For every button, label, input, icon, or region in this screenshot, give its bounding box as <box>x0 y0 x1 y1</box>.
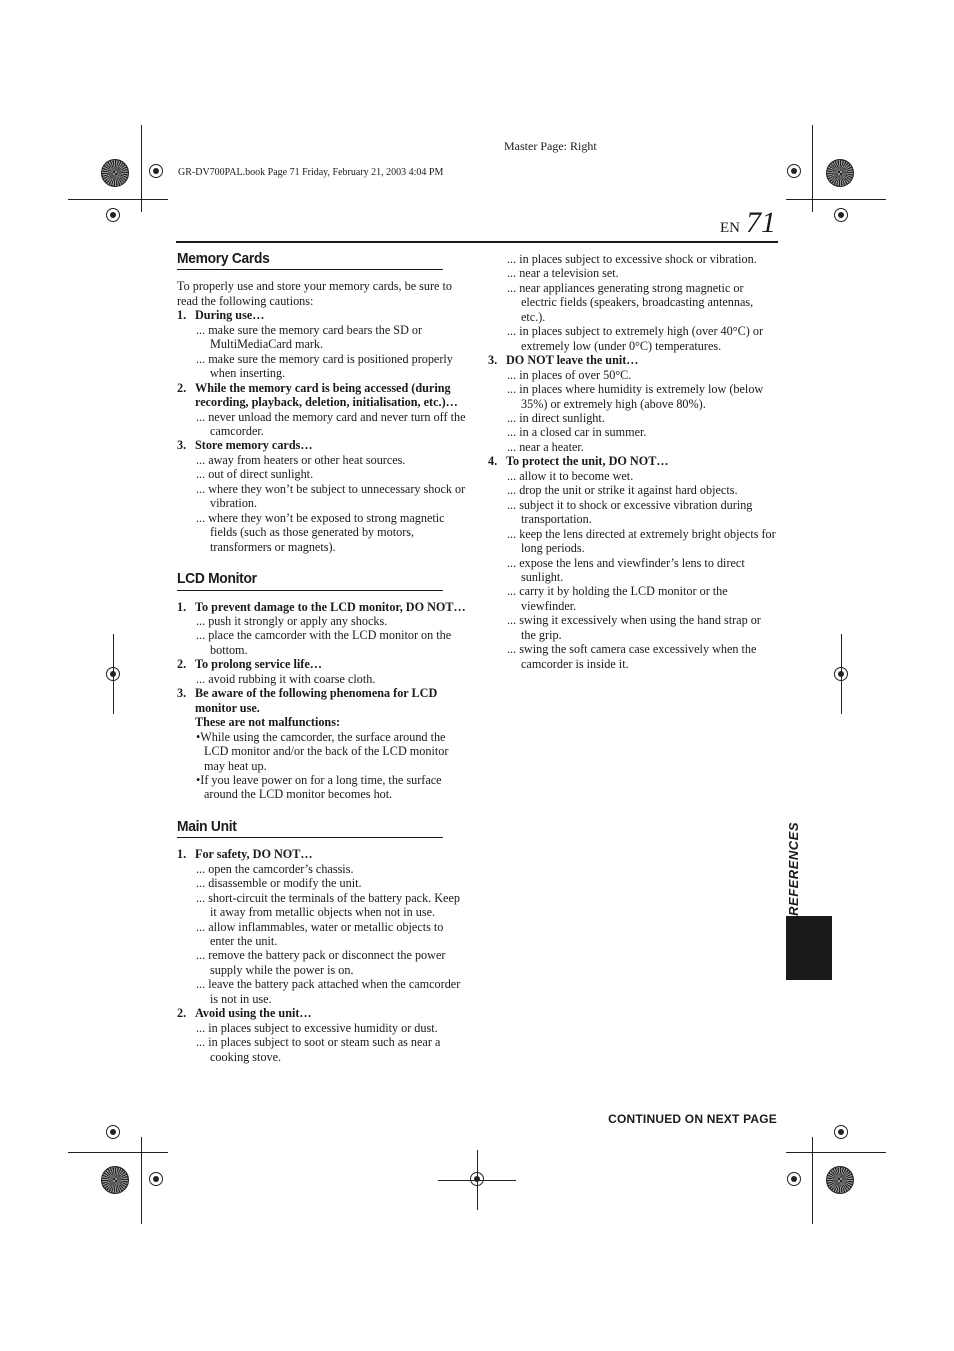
item-heading-text: For safety, DO NOT… <box>195 847 313 862</box>
item-number: 3. <box>177 686 187 701</box>
item-heading <box>177 308 466 322</box>
registration-mark-icon <box>784 161 804 181</box>
right-column <box>488 252 778 671</box>
sub-item: ... allow inflammables, water or metallic objects to enter the unit. <box>196 919 444 949</box>
list-item <box>177 657 466 686</box>
sub-heading: These are not malfunctions: <box>195 715 341 730</box>
section-title: Memory Cards <box>177 252 443 270</box>
sub-item: ... near a television set. <box>507 266 619 281</box>
sub-item: ... in places subject to excessive humidity or dust. <box>196 1020 438 1035</box>
sub-item: ... in places subject to soot or steam such as near a cooking stove. <box>196 1035 441 1064</box>
sub-item: ... away from heaters or other heat sources. <box>196 452 406 467</box>
item-number: 2. <box>177 380 187 395</box>
list-item <box>177 438 466 554</box>
sub-item: ... push it strongly or apply any shocks. <box>196 613 388 628</box>
item-number: 3. <box>488 353 498 368</box>
sub-item: ... remove the battery pack or disconnect the power supply while the power is on. <box>196 948 446 977</box>
color-rosette-icon <box>101 159 129 187</box>
sub-item: ... keep the lens directed at extremely bright objects for long periods. <box>507 526 776 556</box>
sub-item: ... drop the unit or strike it against hard objects. <box>507 483 738 498</box>
sub-item: ... in places of over 50°C. <box>507 367 632 382</box>
sub-item: ... short-circuit the terminals of the battery pack. Keep it away from metallic objects when not in use. <box>196 890 460 920</box>
sub-item: ... avoid rubbing it with coarse cloth. <box>196 671 376 686</box>
sub-item: ... open the camcorder’s chassis. <box>196 861 354 876</box>
item-heading-text: To protect the unit, DO NOT… <box>506 454 669 469</box>
item-number: 4. <box>488 454 498 469</box>
item-heading <box>177 381 466 410</box>
item-number: 1. <box>177 599 187 614</box>
bullet-item: •If you leave power on for a long time, the surface around the LCD monitor becomes hot. <box>196 772 442 802</box>
registration-mark-icon <box>103 205 123 225</box>
sub-item: ... subject it to shock or excessive vibration during transportation. <box>507 497 753 527</box>
item-heading <box>488 353 778 367</box>
color-rosette-icon <box>101 1166 129 1194</box>
side-tab-label: REFERENCES <box>786 822 801 916</box>
list-item <box>177 381 466 439</box>
item-heading-text: While the memory card is being accessed (during recording, playback, deletion, initialisation, etc.)… <box>195 380 458 410</box>
page-number-value: 71 <box>746 206 776 239</box>
sub-item: ... in places subject to excessive shock or vibration. <box>507 252 757 266</box>
registration-mark-icon <box>831 1122 851 1142</box>
sub-item: ... disassemble or modify the unit. <box>196 876 362 891</box>
item-number: 2. <box>177 657 187 672</box>
continued-label: CONTINUED ON NEXT PAGE <box>608 1112 777 1126</box>
sub-item: ... in direct sunlight. <box>507 410 605 425</box>
section-memory-cards <box>177 252 466 554</box>
list-item <box>177 847 466 1006</box>
sub-item: ... carry it by holding the LCD monitor or the viewfinder. <box>507 584 728 613</box>
section-title: Main Unit <box>177 820 443 838</box>
left-column <box>177 252 466 1080</box>
sub-item: ... in places where humidity is extremely low (below 35%) or extremely high (above 80%). <box>507 382 764 411</box>
book-info: GR-DV700PAL.book Page 71 Friday, February 21, 2003 4:04 PM <box>178 167 444 178</box>
item-heading-text: To prolong service life… <box>195 657 322 672</box>
item-heading-text: DO NOT leave the unit… <box>506 353 639 368</box>
item-number: 1. <box>177 308 187 323</box>
header-rule <box>176 241 778 243</box>
sub-item: ... swing it excessively when using the hand strap or the grip. <box>507 613 761 642</box>
page-number <box>720 206 776 240</box>
item-heading <box>177 847 466 861</box>
sub-item: ... make sure the memory card bears the SD or MultiMediaCard mark. <box>196 322 423 352</box>
language-label: EN <box>720 220 740 236</box>
sub-item: ... place the camcorder with the LCD monitor on the bottom. <box>196 628 452 657</box>
item-heading <box>177 1006 466 1020</box>
list-item <box>177 600 466 658</box>
registration-mark-icon <box>467 1169 487 1189</box>
sub-item: ... make sure the memory card is positioned properly when inserting. <box>196 351 453 381</box>
sub-item: ... never unload the memory card and never turn off the camcorder. <box>196 409 466 438</box>
side-tab-block <box>786 916 832 980</box>
sub-item: ... near a heater. <box>507 439 584 454</box>
sub-item: ... near appliances generating strong magnetic or electric fields (speakers, broadcasting antennas, etc.). <box>507 280 754 324</box>
section-title: LCD Monitor <box>177 572 443 590</box>
list-item <box>488 454 778 671</box>
item-heading-text: Avoid using the unit… <box>195 1006 312 1021</box>
item-heading <box>488 454 778 468</box>
sub-item: ... in places subject to extremely high (over 40°C) or extremely low (under 0°C) temperatures. <box>507 324 764 353</box>
list-item <box>177 686 466 802</box>
item-number: 2. <box>177 1006 187 1021</box>
section-lcd-monitor <box>177 572 466 802</box>
registration-mark-icon <box>103 664 123 684</box>
registration-mark-icon <box>103 1122 123 1142</box>
sub-item: ... out of direct sunlight. <box>196 467 314 482</box>
color-rosette-icon <box>826 159 854 187</box>
list-item <box>488 353 778 454</box>
bullet-item: •While using the camcorder, the surface around the LCD monitor and/or the back of the LCD monitor may heat up. <box>196 729 449 773</box>
item-heading-text: To prevent damage to the LCD monitor, DO NOT… <box>195 599 466 614</box>
item-heading-text: Be aware of the following phenomena for LCD monitor use. <box>195 686 438 715</box>
sub-item: ... expose the lens and viewfinder’s lens to direct sunlight. <box>507 555 745 584</box>
item-number: 3. <box>177 438 187 453</box>
list-item <box>177 1006 466 1064</box>
sub-item: ... swing the soft camera case excessively when the camcorder is inside it. <box>507 642 757 671</box>
sub-item: ... allow it to become wet. <box>507 468 634 483</box>
item-heading <box>177 600 466 614</box>
section-intro: To properly use and store your memory cards, be sure to read the following cautions: <box>177 279 452 308</box>
registration-mark-icon <box>784 1169 804 1189</box>
registration-mark-icon <box>146 1169 166 1189</box>
section-main-unit-continued <box>488 252 778 671</box>
sub-item: ... leave the battery pack attached when the camcorder is not in use. <box>196 977 461 1006</box>
item-number: 1. <box>177 847 187 862</box>
section-main-unit <box>177 817 466 1064</box>
sub-item: ... in a closed car in summer. <box>507 425 647 440</box>
item-heading-text: Store memory cards… <box>195 438 313 453</box>
registration-mark-icon <box>831 205 851 225</box>
sub-item: ... where they won’t be exposed to strong magnetic fields (such as those generated by motors, transformers or magnets). <box>196 510 445 554</box>
list-item <box>177 308 466 380</box>
item-heading <box>177 657 466 671</box>
color-rosette-icon <box>826 1166 854 1194</box>
item-heading <box>177 686 466 715</box>
item-heading <box>177 438 466 452</box>
sub-item: ... where they won’t be subject to unnecessary shock or vibration. <box>196 481 466 511</box>
master-page-label: Master Page: Right <box>504 139 597 153</box>
item-heading-text: During use… <box>195 308 265 323</box>
registration-mark-icon <box>146 161 166 181</box>
registration-mark-icon <box>831 664 851 684</box>
